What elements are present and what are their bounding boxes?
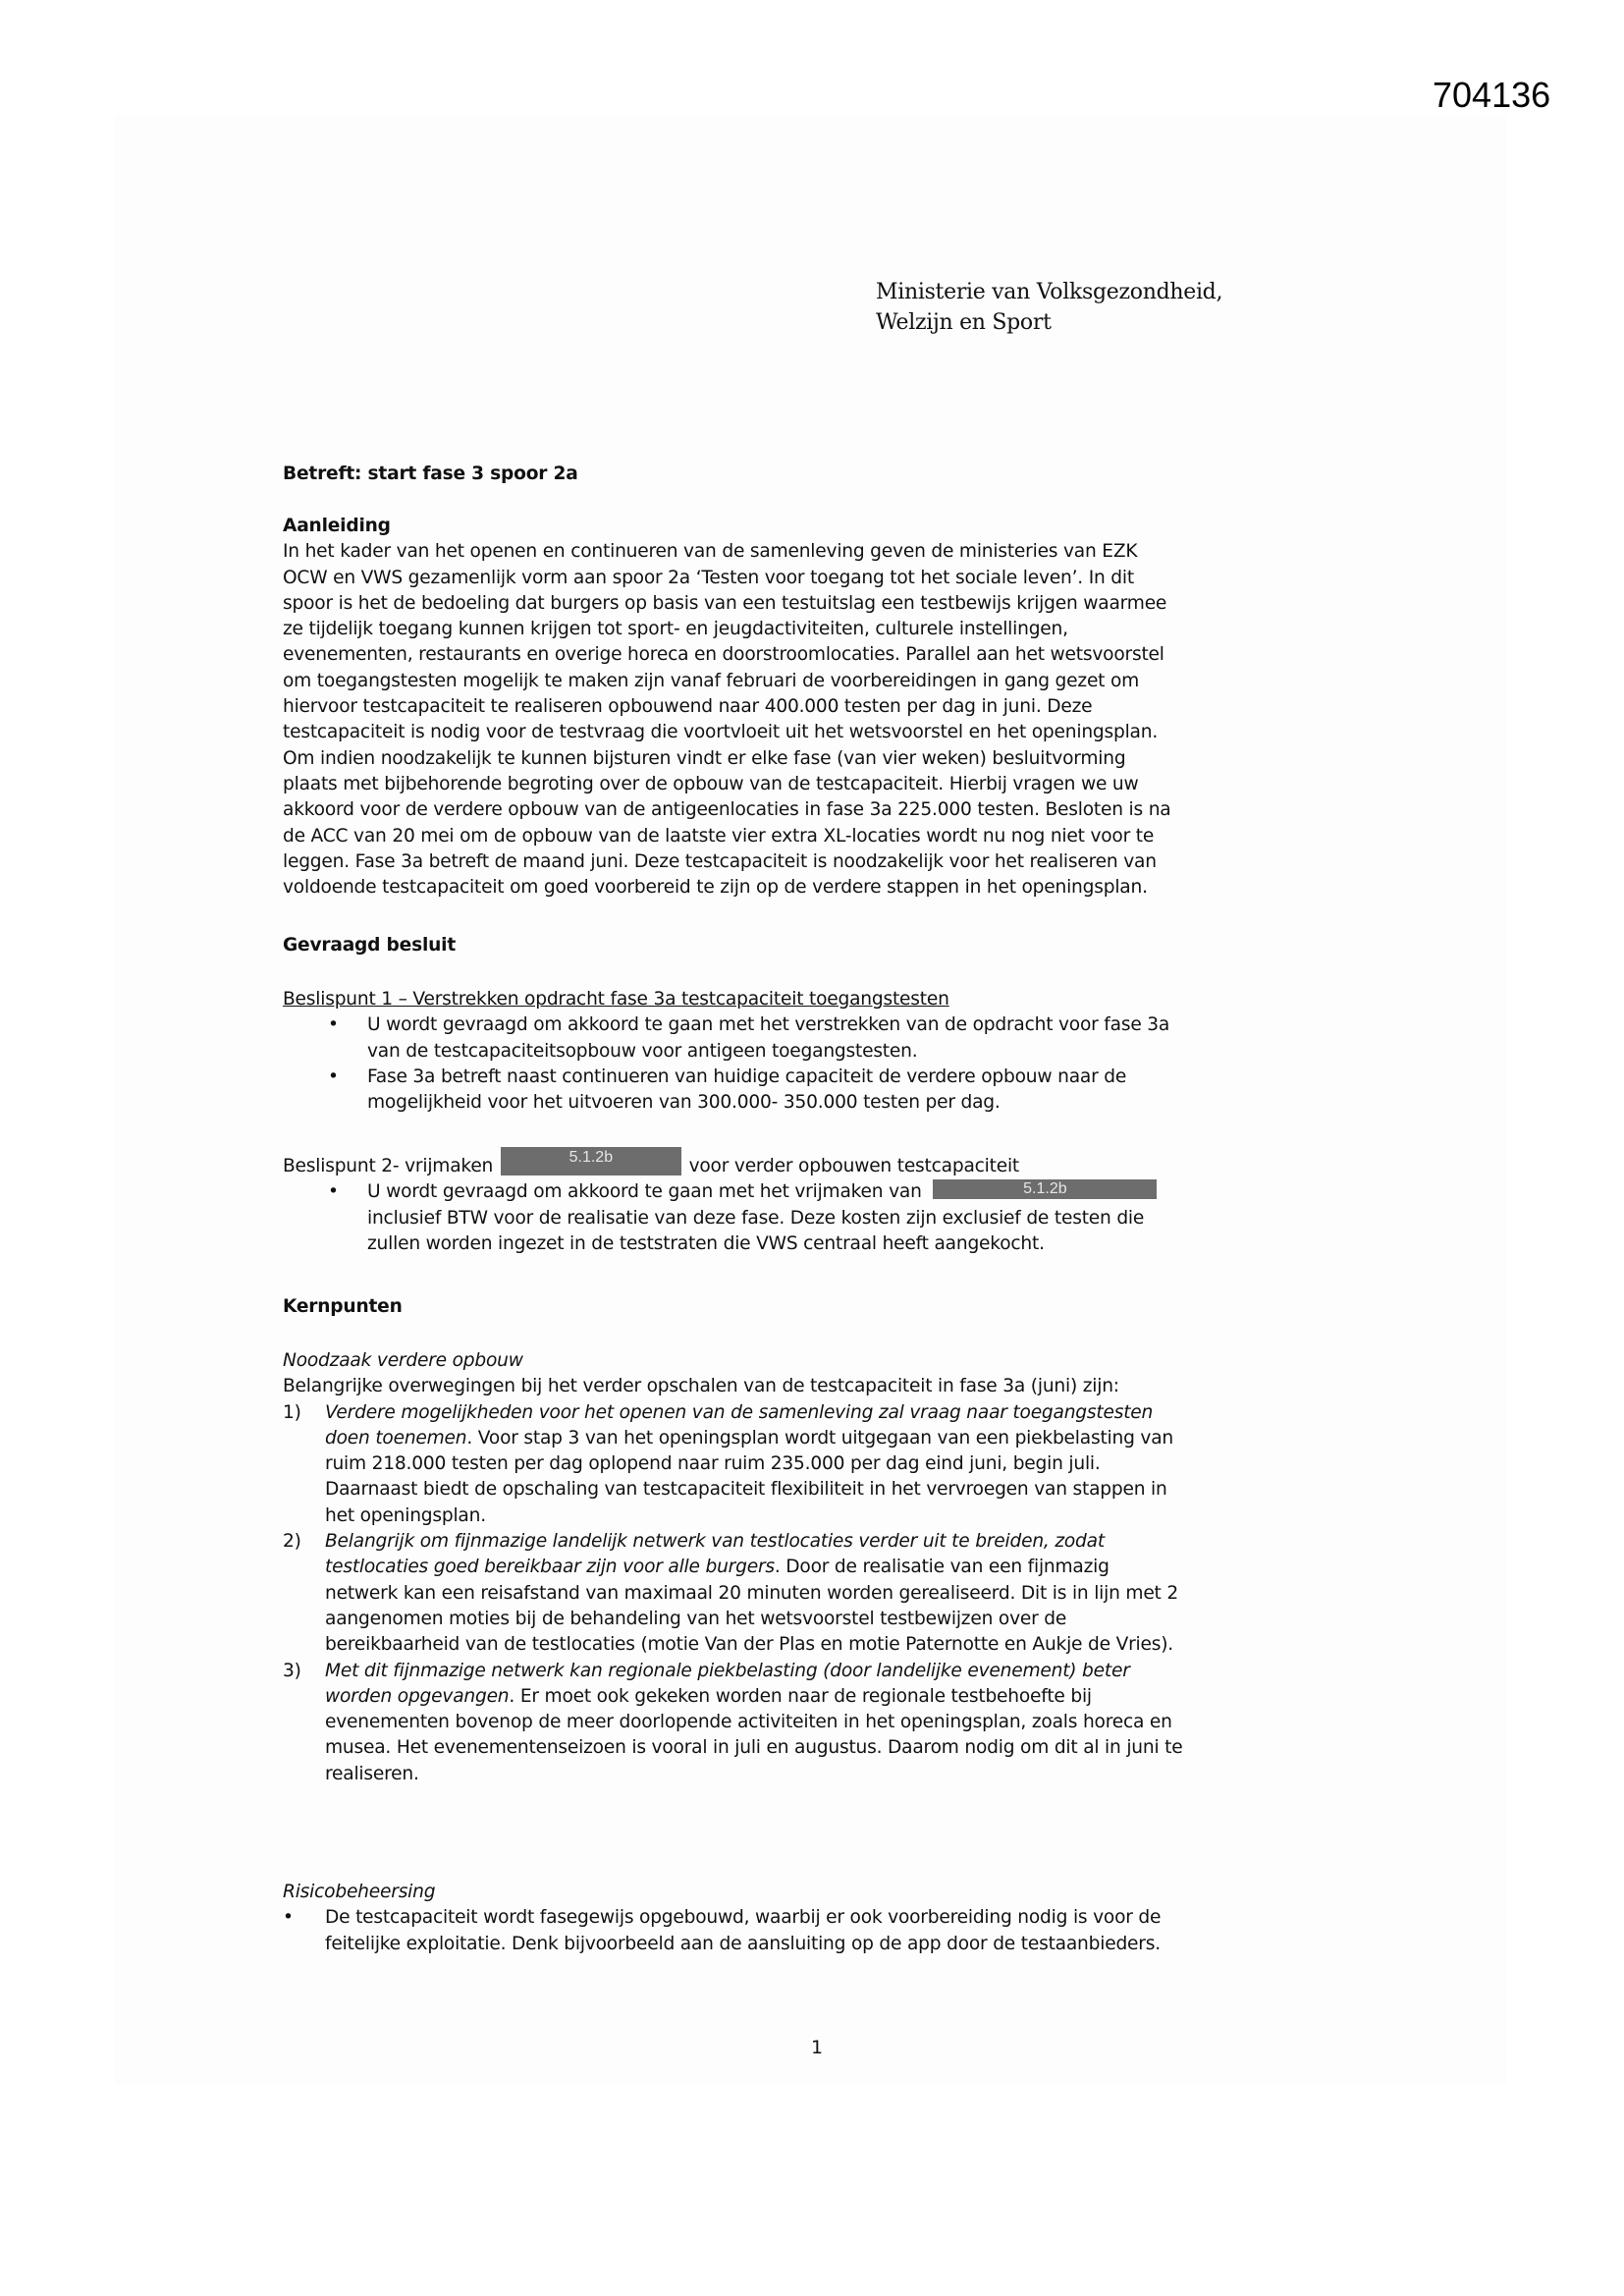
item-text: evenementen bovenop de meer doorlopende activiteiten in het openingsplan, zoals horeca en	[325, 1712, 1172, 1733]
document-id: 704136	[1433, 75, 1551, 115]
item-text: musea. Het evenementenseizoen is vooral in juli en augustus. Daarom nodig om dit al in juni te	[325, 1737, 1183, 1759]
paragraph-line: om toegangstesten mogelijk te maken zijn vanaf februari de voorbereidingen in gang gezet om	[283, 670, 1140, 691]
besluit-heading: Gevraagd besluit	[283, 935, 457, 956]
noodzaak-section	[283, 1348, 1363, 1787]
bullet-text-start: U wordt gevraagd om akkoord te gaan met het vrijmaken van	[367, 1181, 922, 1203]
bullet-text	[367, 1179, 1363, 1205]
bullet-icon: •	[328, 1014, 339, 1036]
bullet-text: inclusief BTW voor de realisatie van deze fase. Deze kosten zijn exclusief de testen die	[367, 1207, 1145, 1229]
item-text: Daarnaast biedt de opschaling van testcapaciteit flexibiliteit in het vervroegen van stappen in	[325, 1479, 1167, 1501]
beslispunt-1-title: Beslispunt 1 – Verstrekken opdracht fase 3a testcapaciteit toegangstesten	[283, 989, 949, 1010]
item-text: bereikbaarheid van de testlocaties (motie Van der Plas en motie Paternotte en Aukje de Vries).	[325, 1634, 1173, 1656]
item-text: ruim 218.000 testen per dag oplopend naar ruim 235.000 per dag eind juni, begin juli.	[325, 1453, 1101, 1475]
item-text: Met dit fijnmazige netwerk kan regionale piekbelasting (door landelijke evenement) beter	[325, 1660, 1130, 1681]
numbered-item-2	[283, 1529, 1363, 1658]
bullet-item	[283, 1905, 1363, 1957]
item-text: Belangrijk om fijnmazige landelijk netwerk van testlocaties verder uit te breiden, zodat	[325, 1531, 1105, 1553]
item-text-rest: . Voor stap 3 van het openingsplan wordt uitgegaan van een piekbelasting van	[466, 1427, 1173, 1449]
paragraph-line: voldoende testcapaciteit om goed voorbereid te zijn op de verdere stappen in het openingsplan.	[283, 877, 1148, 899]
item-emphasis: worden opgevangen	[325, 1685, 510, 1707]
paragraph-line: hiervoor testcapaciteit te realiseren opbouwend naar 400.000 testen per dag in juni. Deze	[283, 696, 1093, 718]
beslispunt-2-title-end: voor verder opbouwen testcapaciteit	[688, 1156, 1020, 1176]
item-text	[325, 1555, 1363, 1580]
item-text-rest: . Er moet ook gekeken worden naar de regionale testbehoefte bij	[509, 1685, 1092, 1707]
page-number: 1	[811, 2037, 824, 2058]
item-text-rest: . Door de realisatie van een fijnmazig	[774, 1557, 1110, 1578]
item-emphasis: testlocaties goed bereikbaar zijn voor alle burgers	[325, 1557, 775, 1578]
bullet-item	[283, 1179, 1363, 1257]
paragraph-line: plaats met bijbehorende begroting over de opbouw van de testcapaciteit. Hierbij vragen we uw	[283, 773, 1139, 794]
ministry-line-1: Ministerie van Volksgezondheid,	[876, 280, 1223, 304]
paragraph-line: leggen. Fase 3a betreft de maand juni. Deze testcapaciteit is noodzakelijk voor het realiseren van	[283, 850, 1157, 872]
item-text: netwerk kan een reisafstand van maximaal 20 minuten worden gerealiseerd. Dit is in lijn met 2	[325, 1582, 1178, 1604]
paragraph-line: akkoord voor de verdere opbouw van de antigeenlocaties in fase 3a 225.000 testen. Besloten is na	[283, 799, 1171, 821]
paragraph-line: testcapaciteit is nodig voor de testvraag die voortvloeit uit het wetsvoorstel en het openingsplan.	[283, 722, 1159, 743]
item-number: 1)	[283, 1401, 301, 1423]
paragraph-line: ze tijdelijk toegang kunnen krijgen tot sport- en jeugdactiviteiten, culturele instellingen,	[283, 619, 1068, 640]
item-number: 3)	[283, 1660, 301, 1681]
item-text: realiseren.	[325, 1763, 419, 1784]
beslispunt-2-title	[283, 1149, 1363, 1179]
item-text	[325, 1684, 1363, 1710]
bullet-text: U wordt gevraagd om akkoord te gaan met het verstrekken van de opdracht voor fase 3a	[367, 1014, 1170, 1036]
ministry-line-2: Welzijn en Sport	[876, 310, 1052, 335]
aanleiding-heading: Aanleiding	[283, 516, 391, 536]
bullet-item	[283, 1012, 1363, 1065]
paragraph-line: de ACC van 20 mei om de opbouw van de laatste vier extra XL-locaties wordt nu nog niet voor te	[283, 825, 1155, 847]
section-aanleiding	[283, 514, 1363, 901]
beslispunt-2-title-start: Beslispunt 2- vrijmaken	[283, 1156, 494, 1176]
paragraph-line: Om indien noodzakelijk te kunnen bijsturen vindt er elke fase (van vier weken) besluitvorming	[283, 747, 1126, 769]
item-emphasis: doen toenemen	[325, 1427, 467, 1449]
numbered-item-1	[283, 1400, 1363, 1529]
paragraph-line: evenementen, restaurants en overige horeca en doorstroomlocaties. Parallel aan het wetsvoorstel	[283, 644, 1164, 666]
numbered-item-3	[283, 1659, 1363, 1787]
paragraph-line: In het kader van het openen en continueren van de samenleving geven de ministeries van EZK	[283, 541, 1138, 563]
redaction-box: 5.1.2b	[933, 1179, 1157, 1199]
item-text	[325, 1426, 1363, 1451]
bullet-item	[283, 1065, 1363, 1117]
bullet-icon: •	[328, 1181, 339, 1203]
bullet-text: van de testcapaciteitsopbouw voor antigeen toegangstesten.	[367, 1040, 918, 1062]
bullet-text: De testcapaciteit wordt fasegewijs opgebouwd, waarbij er ook voorbereiding nodig is voor de	[325, 1907, 1162, 1929]
risico-section	[283, 1880, 1363, 1957]
noodzaak-intro: Belangrijke overwegingen bij het verder opschalen van de testcapaciteit in fase 3a (juni) zijn:	[283, 1376, 1119, 1397]
paragraph-line: spoor is het de bedoeling dat burgers op basis van een testuitslag een testbewijs krijgen waarmee	[283, 592, 1167, 614]
bullet-text: feitelijke exploitatie. Denk bijvoorbeeld aan de aansluiting op de app door de testaanbieders.	[325, 1933, 1161, 1954]
ministry-logo-text	[876, 277, 1222, 338]
kernpunten-heading: Kernpunten	[283, 1296, 403, 1317]
bullet-text: zullen worden ingezet in de teststraten die VWS centraal heeft aangekocht.	[367, 1232, 1045, 1254]
item-text: Verdere mogelijkheden voor het openen van de samenleving zal vraag naar toegangstesten	[325, 1401, 1154, 1423]
risico-subheading: Risicobeheersing	[283, 1882, 436, 1902]
bullet-icon: •	[328, 1066, 339, 1087]
beslispunt-1	[283, 987, 1363, 1116]
item-number: 2)	[283, 1531, 301, 1553]
bullet-text: Fase 3a betreft naast continueren van huidige capaciteit de verdere opbouw naar de	[367, 1066, 1127, 1087]
subject-heading: Betreft: start fase 3 spoor 2a	[283, 464, 578, 484]
bullet-text: mogelijkheid voor het uitvoeren van 300.000- 350.000 testen per dag.	[367, 1092, 1001, 1114]
noodzaak-subheading: Noodzaak verdere opbouw	[283, 1350, 523, 1371]
bullet-icon: •	[283, 1907, 294, 1929]
beslispunt-2	[283, 1149, 1363, 1257]
item-text: het openingsplan.	[325, 1504, 486, 1526]
item-text: aangenomen moties bij de behandeling van het wetsvoorstel testbewijzen over de	[325, 1608, 1067, 1629]
paragraph-line: OCW en VWS gezamenlijk vorm aan spoor 2a ‘Testen voor toegang tot het sociale leven’. In dit	[283, 567, 1134, 588]
redaction-box: 5.1.2b	[501, 1147, 681, 1175]
